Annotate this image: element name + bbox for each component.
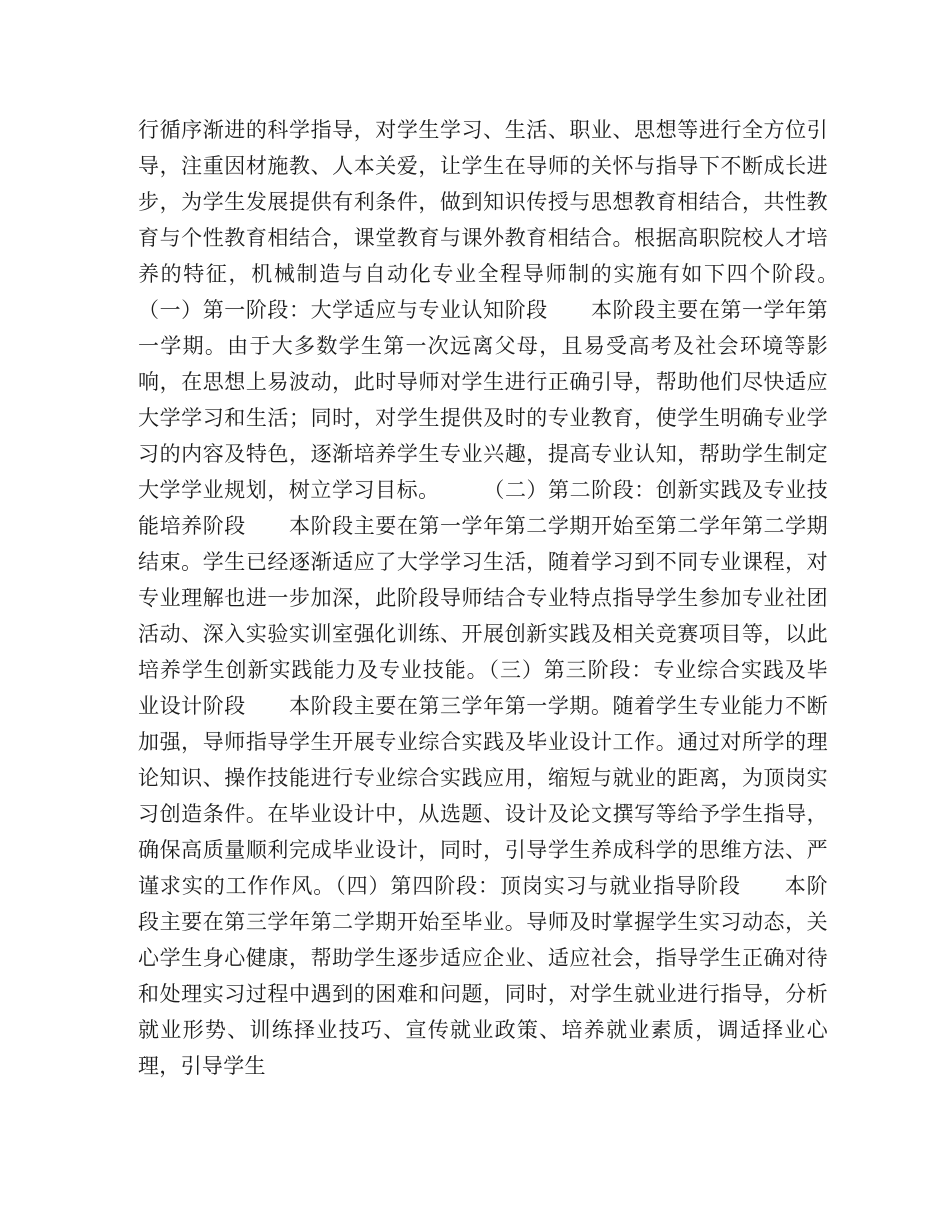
body-paragraph: 行循序渐进的科学指导，对学生学习、生活、职业、思想等进行全方位引导，注重因材施教、人本关爱，让学生在导师的关怀与指导下不断成长进步，为学生发展提供有利条件，做到知识传授与思想教育相结合，共性教育与个性教育相结合，课堂教育与课外教育相结合。根据高职院校人才培养的特征，机械制造与自动化专业全程导师制的实施有如下四个阶段。 （一）第一阶段：大学适应与专业认知阶段 本阶段主要在第一学年第一学期。由于大多数学生第一次远离父母，且易受高考及社会环境等影响，在思想上易波动，此时导师对学生进行正确引导，帮助他们尽快适应大学学习和生活；同时，对学生提供及时的专业教育，使学生明确专业学习的内容及特色，逐渐培养学生专业兴趣，提高专业认知，帮助学生制定大学学业规划，树立学习目标。 （二）第二阶段：创新实践及专业技能培养阶段 本阶段主要在第一学年第二学期开始至第二学年第二学期结束。学生已经逐渐适应了大学学习生活，随着学习到不同专业课程，对专业理解也进一步加深，此阶段导师结合专业特点指导学生参加专业社团活动、深入实验实训室强化训练、开展创新实践及相关竞赛项目等，以此培养学生创新实践能力及专业技能。（三）第三阶段：专业综合实践及毕业设计阶段 本阶段主要在第三学年第一学期。随着学生专业能力不断加强，导师指导学生开展专业综合实践及毕业设计工作。通过对所学的理论知识、操作技能进行专业综合实践应用，缩短与就业的距离，为顶岗实习创造条件。在毕业设计中，从选题、设计及论文撰写等给予学生指导，确保高质量顺利完成毕业设计，同时，引导学生养成科学的思维方法、严谨求实的工作作风。（四）第四阶段：顶岗实习与就业指导阶段 本阶段主要在第三学年第二学期开始至毕业。导师及时掌握学生实习动态，关心学生身心健康，帮助学生逐步适应企业、适应社会，指导学生正确对待和处理实习过程中遇到的困难和问题，同时，对学生就业进行指导，分析就业形势、训练择业技巧、宣传就业政策、培养就业素质，调适择业心理，引导学生 [138,118,892,1078]
